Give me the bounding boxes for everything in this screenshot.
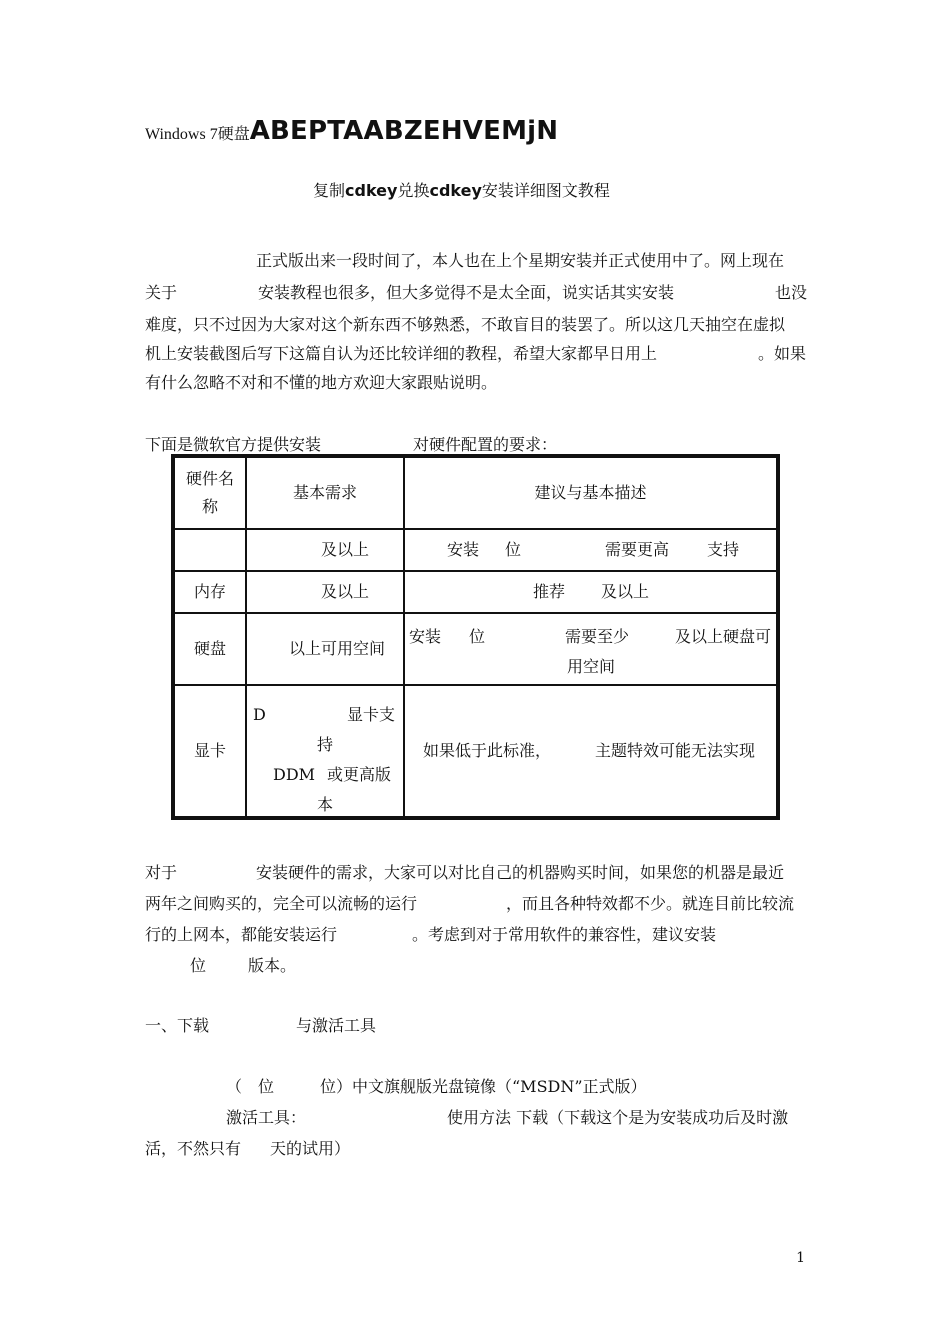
- para2-line-4a: 位: [190, 956, 207, 975]
- row-gpu-desc: 如果低于此标准， 主题特效可能无法实现: [405, 686, 776, 816]
- hardware-requirements-table: [171, 454, 780, 820]
- para2-line-3a: 行的上网本，都能安装运行: [145, 925, 338, 944]
- para2-line-2b: ，而且各种特效都不少。就连目前比较流: [506, 894, 795, 913]
- row-cpu-name: [175, 530, 245, 570]
- page-number: 1: [796, 1250, 805, 1266]
- activation-line-2b: 天的试用）: [270, 1139, 351, 1158]
- para2-line-1b: 安装硬件的需求，大家可以对比自己的机器购买时间，如果您的机器是最近: [256, 863, 785, 882]
- table-header-row: [175, 458, 776, 528]
- intro-line-4b: 。如果: [758, 344, 807, 363]
- intro-line-3: 难度，只不过因为大家对这个新东西不够熟悉，不敢盲目的装罢了。所以这几天抽空在虚拟: [145, 315, 786, 334]
- row-gpu-basic: D 显卡支 持 DDM 或更高版 本: [247, 686, 403, 816]
- row-memory-basic: 及以上: [247, 572, 403, 612]
- section1-heading-b: 与激活工具: [296, 1016, 377, 1035]
- req-intro-a: 下面是微软官方提供安装: [145, 435, 322, 454]
- doc-title: [145, 116, 558, 146]
- activation-label: 激活工具：: [226, 1108, 307, 1127]
- para2-line-3b: 。考虑到对于常用软件的兼容性，建议安装: [412, 925, 717, 944]
- intro-line-2c: 也没: [775, 283, 808, 302]
- para2-line-2a: 两年之间购买的，完全可以流畅的运行: [145, 894, 418, 913]
- table-row: [175, 614, 776, 684]
- para2-line-1a: 对于: [145, 863, 178, 882]
- row-disk-desc: 安装 位 需要至少 及以上硬盘可 用空间: [405, 614, 776, 684]
- header-hardware-name: 硬件名称: [175, 458, 245, 528]
- intro-line-5: 有什么忽略不对和不懂的地方欢迎大家跟贴说明。: [145, 373, 498, 392]
- activation-line-2a: 活，不然只有: [145, 1139, 242, 1158]
- download-image-desc: 位）中文旗舰版光盘镜像（“MSDN”正式版）: [320, 1077, 647, 1096]
- row-cpu-desc: 安装 位 需要更高 支持: [405, 530, 776, 570]
- table-row: [175, 530, 776, 570]
- download-open-paren: （: [226, 1077, 243, 1096]
- row-memory-name: 内存: [175, 572, 245, 612]
- activation-usage: 使用方法 下载（下载这个是为安装成功后及时激: [447, 1108, 789, 1127]
- title-product-key: ABEPTAABZEHVEMjN: [249, 116, 559, 146]
- row-cpu-basic: 及以上: [247, 530, 403, 570]
- intro-line-4a: 机上安装截图后写下这篇自认为还比较详细的教程，希望大家都早日用上: [145, 344, 658, 363]
- intro-line-2a: 关于: [145, 283, 178, 302]
- header-description: 建议与基本描述: [405, 458, 776, 528]
- doc-subtitle: 复制cdkey兑换cdkey安装详细图文教程: [313, 181, 610, 200]
- req-intro-b: 对硬件配置的要求：: [413, 435, 558, 454]
- row-disk-basic: 以上可用空间: [247, 614, 403, 684]
- download-bits: 位: [258, 1077, 275, 1096]
- intro-line-2b: 安装教程也很多，但大多觉得不是太全面，说实话其实安装: [258, 283, 675, 302]
- table-row: [175, 572, 776, 612]
- table-row: [175, 686, 776, 816]
- header-basic-requirement: 基本需求: [247, 458, 403, 528]
- title-prefix: Windows 7硬盘: [145, 126, 250, 143]
- section1-heading-a: 一、下载: [145, 1016, 210, 1035]
- intro-line-1: 正式版出来一段时间了，本人也在上个星期安装并正式使用中了。网上现在: [256, 251, 785, 270]
- row-gpu-name: 显卡: [175, 686, 245, 816]
- row-disk-name: 硬盘: [175, 614, 245, 684]
- row-memory-desc: 推荐 及以上: [405, 572, 776, 612]
- para2-line-4b: 版本。: [248, 956, 297, 975]
